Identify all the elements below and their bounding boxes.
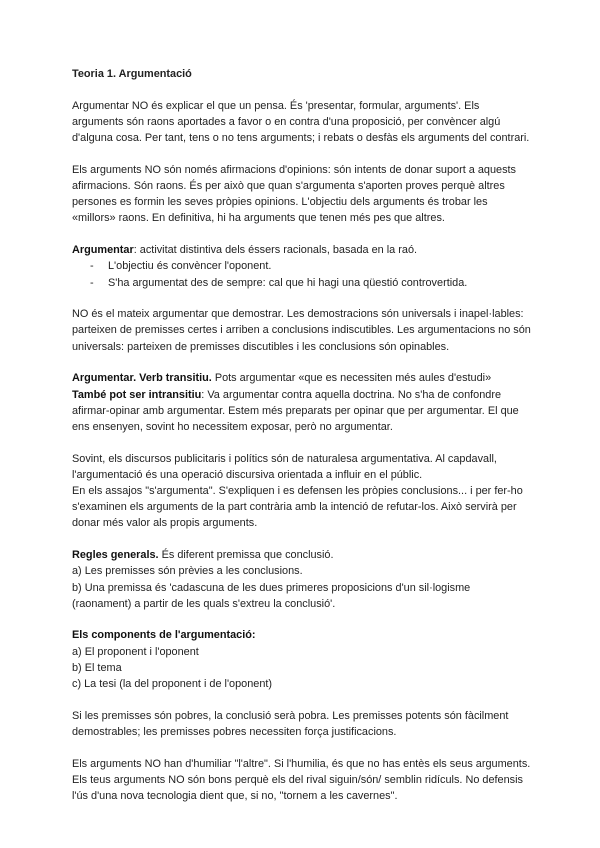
argumentar-text: : activitat distintiva dels éssers racionals, basada en la raó. [133, 244, 418, 257]
components-item-b: b) El tema [72, 661, 122, 674]
paragraph-discourse: Sovint, els discursos publicitaris i polítics són de naturalesa argumentativa. Al capdavall, l'argumentació és una operació discursiva orientada a influir en el públic. En els assajos "s'argumenta". S'expliquen i es defensen les pròpies conclusions... i per fer-ho s'examinen els arguments de la part contrària amb la intenció de refutar-los. Això servirà per donar més valor als propis arguments. [72, 452, 523, 530]
list-item: - L'objectiu és convèncer l'oponent. [90, 260, 272, 273]
verb-transitive-text: Pots argumentar «que es necessiten més aules d'estudi» [211, 372, 492, 385]
argumentar-definition [72, 242, 532, 291]
list-item: - S'ha argumentat des de sempre: cal que hi hagi una qüestió controvertida. [90, 276, 468, 289]
argumentar-term: Argumentar [72, 244, 134, 257]
rules-term: Regles generals. [72, 549, 159, 562]
rules-text: És diferent premissa que conclusió. [158, 549, 334, 562]
paragraph-components [72, 627, 532, 692]
verb-intransitive-term: També pot ser intransitiu [72, 388, 202, 401]
paragraph-premisses: Si les premisses són pobres, la conclusió serà pobra. Les premisses potents són fàcilment demostrables; les premisses pobres necessiten força justificacions. [72, 709, 509, 738]
argumentar-list [72, 258, 532, 290]
page-title: Teoria 1. Argumentació [72, 68, 192, 80]
paragraph-verb [72, 370, 532, 435]
components-item-c: c) La tesi (la del proponent i de l'oponent) [72, 678, 273, 691]
paragraph-definition: Argumentar NO és explicar el que un pensa. És 'presentar, formular, arguments'. Els arguments són raons aportades a favor o en contra d'una proposició, per convèncer algú d'alguna cosa. Per tant, tens o no tens arguments; i rebats o desfàs els arguments del contrari. [72, 99, 530, 145]
verb-intransitive-text: : Va argumentar contra aquella doctrina. No s'ha de confondre afirmar-opinar amb argumentar. Estem més preparats per opinar que per argumentar. El que ens ensenyen, sovint ho necessitem exposar, però no argumentar. [72, 388, 519, 433]
document-page [72, 66, 532, 820]
paragraph-not-opinions: Els arguments NO són només afirmacions d'opinions: són intents de donar suport a aquests afirmacions. Són raons. És per això que quan s'argumenta s'aporten proves perquè altres persones es formin les seves pròpies opinions. L'objectiu dels arguments és trobar les «millors» raons. En definitiva, hi ha arguments que tenen més pes que altres. [72, 163, 516, 225]
components-heading: Els components de l'argumentació: [72, 629, 256, 642]
paragraph-humiliate: Els arguments NO han d'humiliar "l'altre". Si l'humilia, és que no has entès els seus arguments. Els teus arguments NO són bons perquè els del rival siguin/són/ semblin ridículs. No defensis l'ús d'una nova tecnologia dient que, si no, "tornem a les cavernes". [72, 757, 531, 803]
paragraph-demonstrate: NO és el mateix argumentar que demostrar. Les demostracions són universals i inapel·lables: parteixen de premisses certes i arriben a conclusions indiscutibles. Les argumentacions no són universals: parteixen de premisses discutibles i les conclusions són opinables. [72, 308, 531, 353]
components-item-a: a) El proponent i l'oponent [72, 645, 199, 658]
paragraph-rules [72, 547, 532, 612]
argumentar-definition-line [72, 242, 532, 258]
verb-transitive-term: Argumentar. Verb transitiu. [72, 372, 212, 385]
rules-item-a: a) Les premisses són prèvies a les conclusions. [72, 565, 303, 578]
rules-item-b: b) Una premissa és 'cadascuna de les dues primeres proposicions d'un sil·logisme (raonament) a partir de les quals s'extreu la conclusió'. [72, 581, 471, 610]
